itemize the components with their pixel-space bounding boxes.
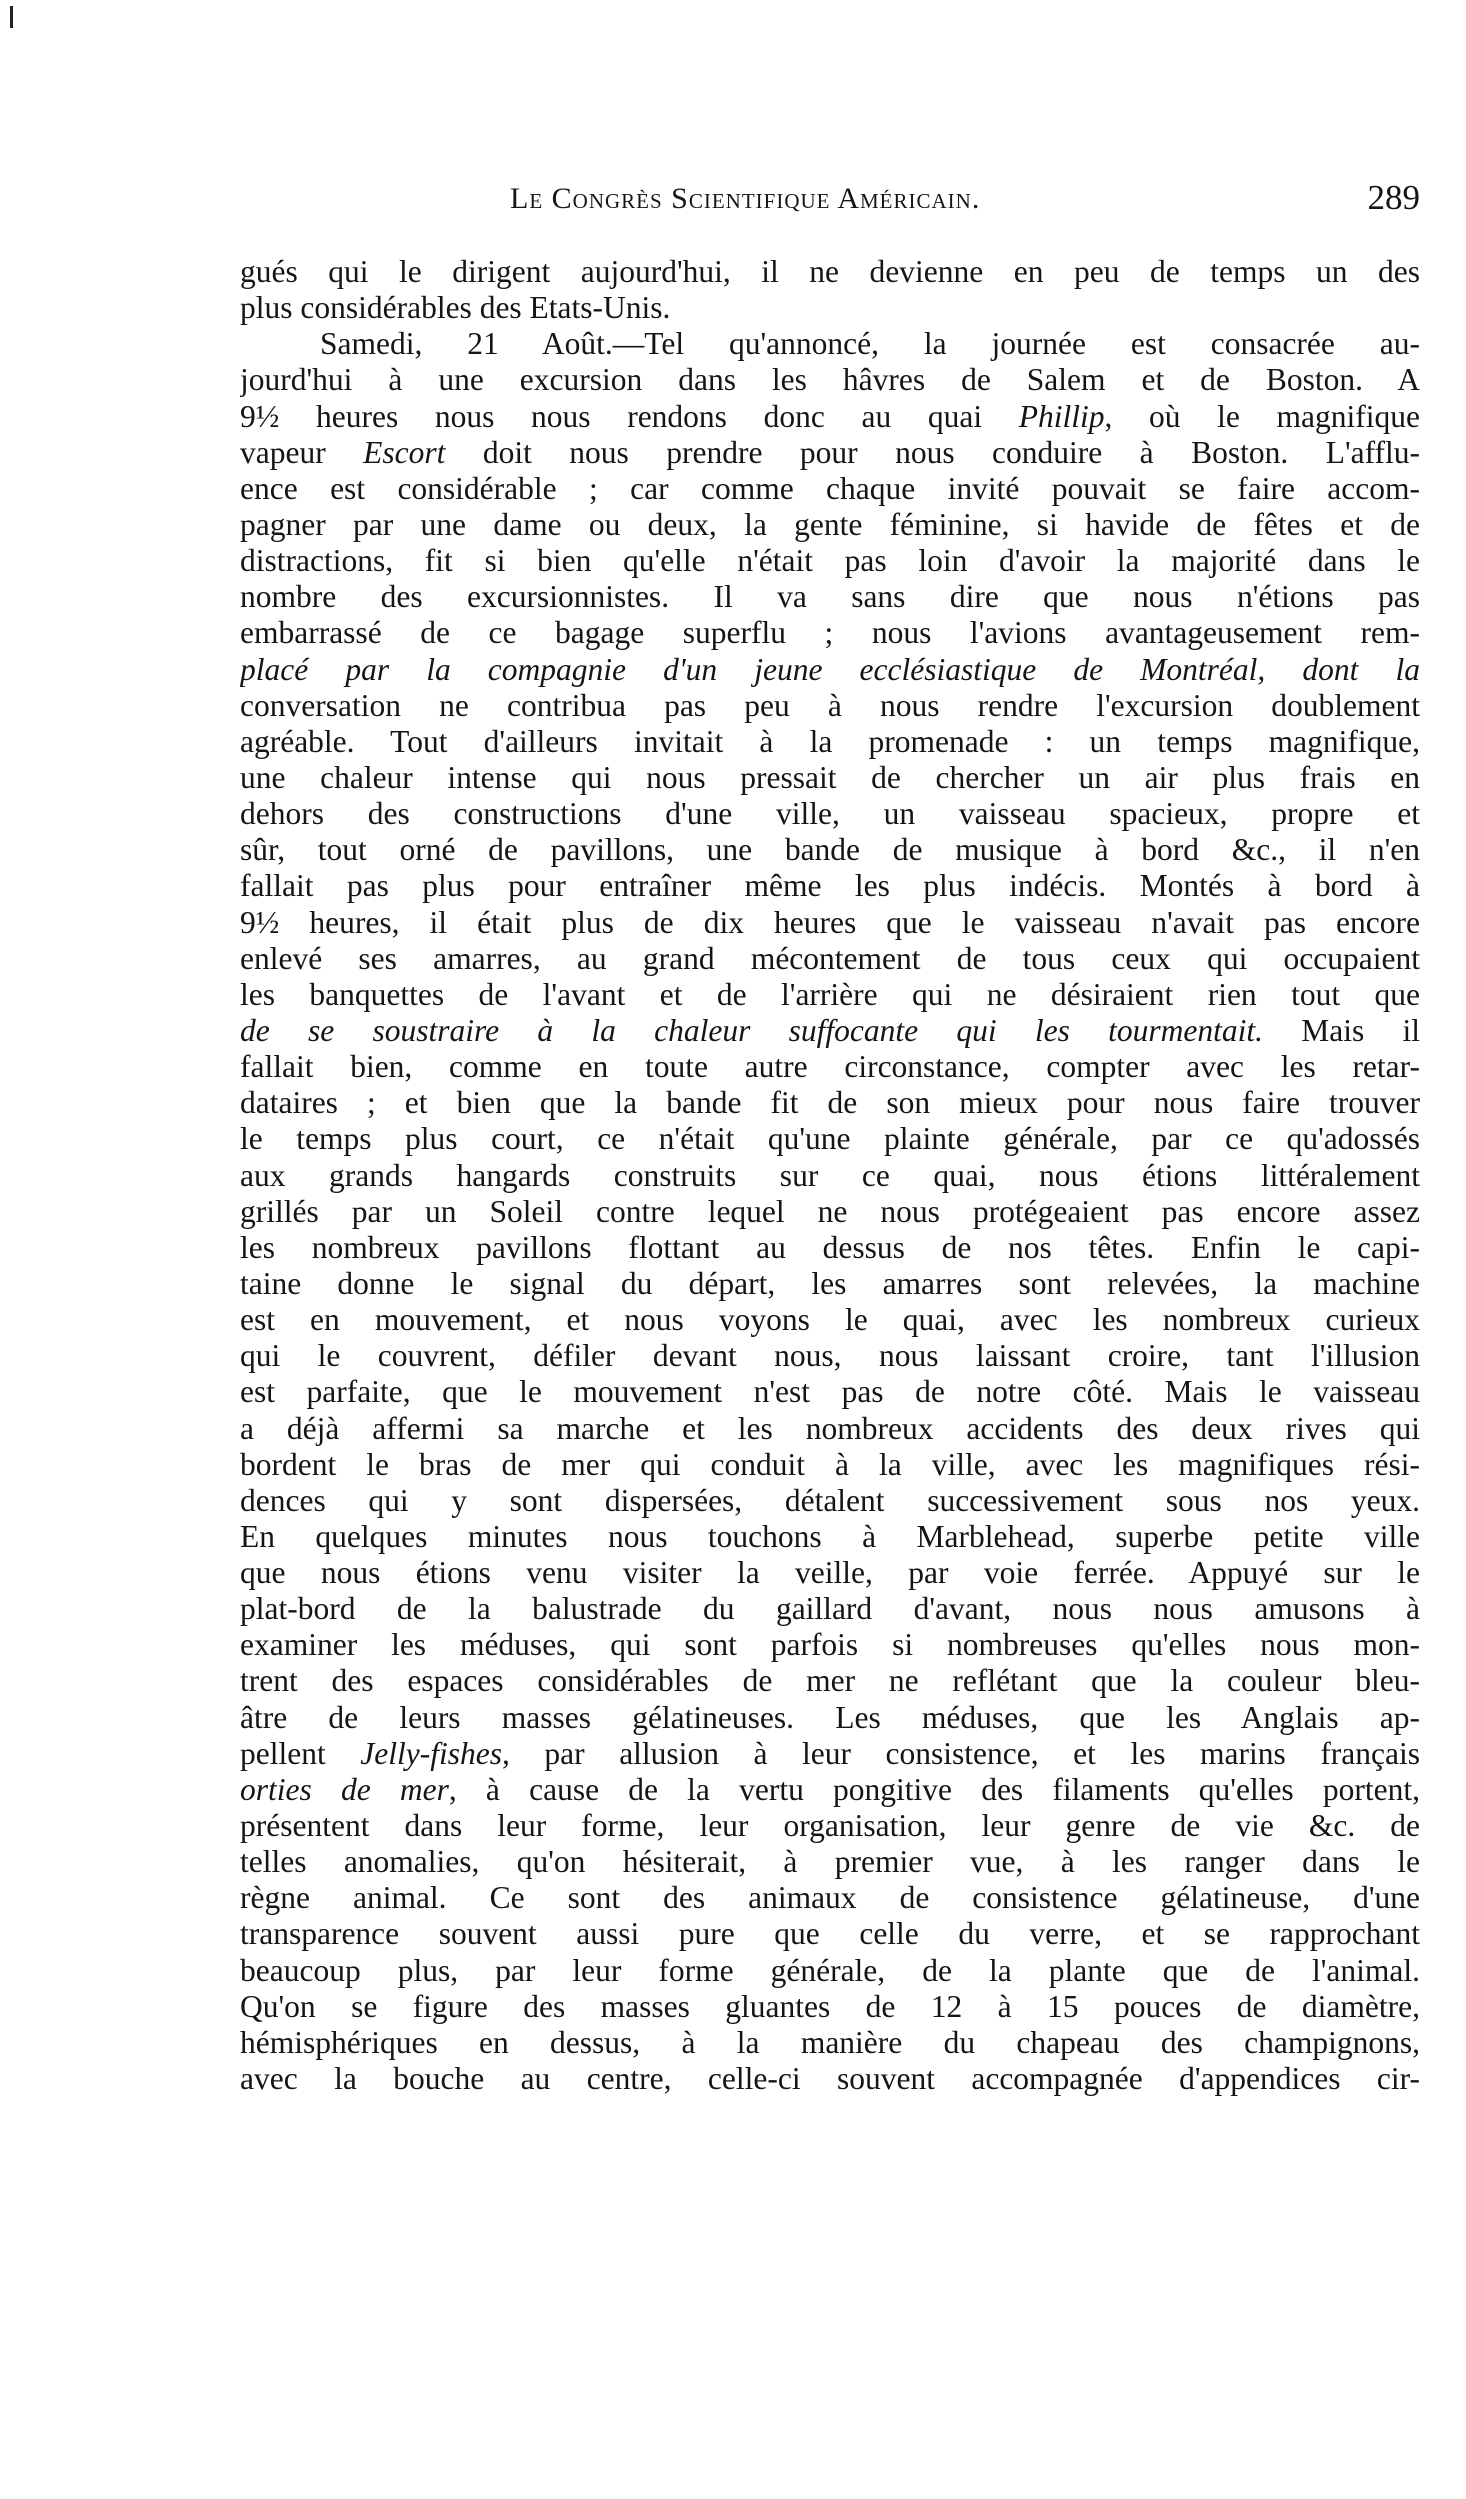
text-segment: , où le magnifique: [1104, 398, 1420, 434]
text-line: [240, 1158, 1420, 1194]
text-segment: est parfaite, que le mouvement n'est pas de notre côté. Mais le vaisseau: [240, 1374, 1420, 1410]
text-line: [240, 1772, 1420, 1808]
text-segment: avec la bouche au centre, celle-ci souvent accompagnée d'appendices cir-: [240, 2061, 1420, 2097]
text-line: [240, 977, 1420, 1013]
text-line: [240, 1808, 1420, 1844]
italic-text: Escort: [363, 434, 446, 470]
text-segment: conversation ne contribua pas peu à nous rendre l'excursion doublement: [240, 687, 1420, 723]
italic-text: Phillip: [1018, 398, 1105, 434]
text-segment: hémisphériques en dessus, à la manière du chapeau des champignons,: [240, 2024, 1420, 2060]
text-line: [240, 1085, 1420, 1121]
text-line: [240, 435, 1420, 471]
text-line: [240, 652, 1420, 688]
text-segment: fallait bien, comme en toute autre circonstance, compter avec les retar-: [240, 1049, 1420, 1085]
text-segment: pellent: [240, 1735, 361, 1771]
text-segment: présentent dans leur forme, leur organisation, leur genre de vie &c. de: [240, 1808, 1420, 1844]
text-line: [240, 326, 1420, 362]
page-edge-mark: [10, 6, 13, 28]
text-line: [240, 543, 1420, 579]
text-segment: , à cause de la vertu pongitive des filaments qu'elles portent,: [448, 1771, 1420, 1807]
text-segment: fallait pas plus pour entraîner même les plus indécis. Montés à bord à: [240, 868, 1420, 904]
text-segment: est en mouvement, et nous voyons le quai, avec les nombreux curieux: [240, 1302, 1420, 1338]
text-line: [240, 579, 1420, 615]
text-segment: embarrassé de ce bagage superflu ; nous l'avions avantageusement rem-: [240, 615, 1420, 651]
text-segment: distractions, fit si bien qu'elle n'était pas loin d'avoir la majorité dans le: [240, 543, 1420, 579]
text-line: [240, 1844, 1420, 1880]
text-segment: une chaleur intense qui nous pressait de chercher un air plus frais en: [240, 759, 1420, 795]
text-line: [240, 1483, 1420, 1519]
text-line: [240, 1338, 1420, 1374]
text-line: [240, 1411, 1420, 1447]
text-segment: 9½ heures nous nous rendons donc au quai: [240, 398, 1019, 434]
text-line: [240, 1736, 1420, 1772]
text-segment: doit nous prendre pour nous conduire à Boston. L'afflu-: [445, 434, 1420, 470]
text-segment: En quelques minutes nous touchons à Marblehead, superbe petite ville: [240, 1518, 1420, 1554]
text-segment: vapeur: [240, 434, 364, 470]
text-segment: transparence souvent aussi pure que celle du verre, et se rapprochant: [240, 1916, 1420, 1952]
page-number: 289: [1367, 178, 1420, 217]
text-segment: Qu'on se figure des masses gluantes de 12 à 15 pouces de diamètre,: [240, 1988, 1420, 2024]
running-head: [240, 178, 1420, 228]
text-segment: jourd'hui à une excursion dans les hâvres de Salem et de Boston. A: [240, 362, 1420, 398]
text-line: [240, 1519, 1420, 1555]
text-line: [240, 1953, 1420, 1989]
text-line: [240, 1302, 1420, 1338]
text-segment: examiner les méduses, qui sont parfois si nombreuses qu'elles nous mon-: [240, 1627, 1420, 1663]
text-line: [240, 1194, 1420, 1230]
text-line: [240, 868, 1420, 904]
text-line: [240, 1121, 1420, 1157]
text-line: [240, 615, 1420, 651]
text-segment: le temps plus court, ce n'était qu'une plainte générale, par ce qu'adossés: [240, 1121, 1420, 1157]
text-line: [240, 796, 1420, 832]
italic-text: Jelly-fishes: [360, 1735, 502, 1771]
text-segment: dataires ; et bien que la bande fit de son mieux pour nous faire trouver: [240, 1085, 1420, 1121]
text-line: [240, 1555, 1420, 1591]
text-segment: sûr, tout orné de pavillons, une bande de musique à bord &c., il n'en: [240, 832, 1420, 868]
text-segment: , par allusion à leur consistence, et les marins français: [501, 1735, 1420, 1771]
italic-text: orties de mer: [240, 1771, 449, 1807]
text-line: [240, 1916, 1420, 1952]
text-segment: les nombreux pavillons flottant au dessus de nos têtes. Enfin le capi-: [240, 1229, 1420, 1265]
text-line: [240, 1700, 1420, 1736]
text-segment: âtre de leurs masses gélatineuses. Les méduses, que les Anglais ap-: [240, 1699, 1420, 1735]
text-segment: règne animal. Ce sont des animaux de consistence gélatineuse, d'une: [240, 1880, 1420, 1916]
text-line: [240, 1374, 1420, 1410]
italic-text: de se soustraire à la chaleur suffocante qui les tourmentait.: [240, 1012, 1263, 1048]
text-segment: ence est considérable ; car comme chaque invité pouvait se faire accom-: [240, 470, 1420, 506]
text-segment: nombre des excursionnistes. Il va sans dire que nous n'étions pas: [240, 579, 1420, 615]
body-text: [240, 254, 1420, 2097]
text-segment: aux grands hangards construits sur ce quai, nous étions littéralement: [240, 1157, 1420, 1193]
text-segment: dences qui y sont dispersées, détalent successivement sous nos yeux.: [240, 1482, 1420, 1518]
text-line: [240, 1013, 1420, 1049]
text-segment: pagner par une dame ou deux, la gente féminine, si havide de fêtes et de: [240, 506, 1420, 542]
text-line: [240, 1230, 1420, 1266]
text-line: [240, 724, 1420, 760]
text-line: [240, 1447, 1420, 1483]
text-line: [240, 1627, 1420, 1663]
text-line: [240, 399, 1420, 435]
text-segment: gués qui le dirigent aujourd'hui, il ne devienne en peu de temps un des: [240, 254, 1420, 289]
text-line: [240, 1591, 1420, 1627]
text-segment: a déjà affermi sa marche et les nombreux accidents des deux rives qui: [240, 1410, 1420, 1446]
text-segment: Mais il: [1262, 1012, 1420, 1048]
text-line: [240, 832, 1420, 868]
running-head-title: Le Congrès Scientifique Américain.: [510, 182, 981, 215]
text-segment: trent des espaces considérables de mer ne reflétant que la couleur bleu-: [240, 1663, 1420, 1699]
italic-text: placé par la compagnie d'un jeune ecclésiastique de Montréal, dont la: [240, 651, 1420, 687]
text-segment: qui le couvrent, défiler devant nous, nous laissant croire, tant l'illusion: [240, 1338, 1420, 1374]
text-segment: taine donne le signal du départ, les amarres sont relevées, la machine: [240, 1265, 1420, 1301]
text-segment: dehors des constructions d'une ville, un vaisseau spacieux, propre et: [240, 796, 1420, 832]
text-line: [240, 760, 1420, 796]
text-line: [240, 2061, 1420, 2097]
text-segment: que nous étions venu visiter la veille, par voie ferrée. Appuyé sur le: [240, 1555, 1420, 1591]
text-segment: 9½ heures, il était plus de dix heures que le vaisseau n'avait pas encore: [240, 904, 1420, 940]
text-line: [240, 471, 1420, 507]
text-line: [240, 1989, 1420, 2025]
text-segment: enlevé ses amarres, au grand mécontement de tous ceux qui occupaient: [240, 940, 1420, 976]
text-line: [240, 362, 1420, 398]
text-segment: plat-bord de la balustrade du gaillard d'avant, nous nous amusons à: [240, 1591, 1420, 1627]
text-line: [240, 507, 1420, 543]
text-line: [240, 2025, 1420, 2061]
text-line: [240, 254, 1420, 290]
text-line: [240, 905, 1420, 941]
text-segment: Samedi, 21 Août.—Tel qu'annoncé, la journée est consacrée au-: [320, 326, 1420, 362]
text-segment: les banquettes de l'avant et de l'arrière qui ne désiraient rien tout que: [240, 976, 1420, 1012]
text-line: [240, 688, 1420, 724]
text-line: [240, 941, 1420, 977]
text-segment: telles anomalies, qu'on hésiterait, à premier vue, à les ranger dans le: [240, 1844, 1420, 1880]
text-line: [240, 1663, 1420, 1699]
text-segment: bordent le bras de mer qui conduit à la ville, avec les magnifiques rési-: [240, 1446, 1420, 1482]
text-line: [240, 1266, 1420, 1302]
text-segment: agréable. Tout d'ailleurs invitait à la promenade : un temps magnifique,: [240, 723, 1420, 759]
text-segment: grillés par un Soleil contre lequel ne nous protégeaient pas encore assez: [240, 1193, 1420, 1229]
text-segment: plus considérables des Etats-Unis.: [240, 290, 671, 326]
text-line: [240, 1880, 1420, 1916]
text-line: [240, 1049, 1420, 1085]
text-segment: beaucoup plus, par leur forme générale, de la plante que de l'animal.: [240, 1952, 1420, 1988]
text-line: [240, 290, 1420, 326]
